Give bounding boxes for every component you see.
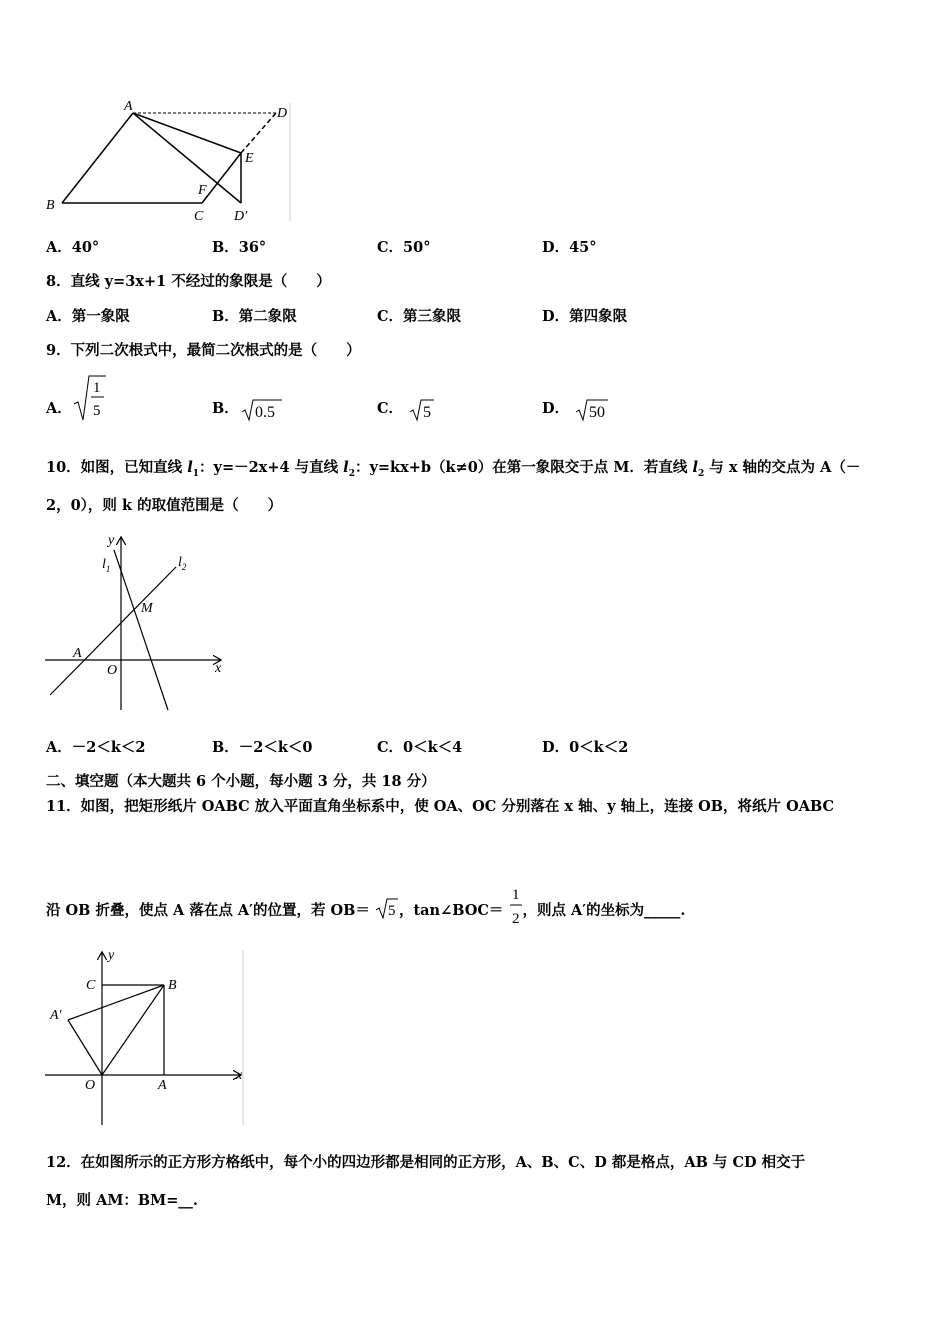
segment-ab [62, 113, 133, 203]
q9-option-b-formula [240, 398, 284, 422]
q8-option-c[interactable]: C．第三象限 [377, 308, 462, 325]
q9-option-c-formula [408, 398, 436, 422]
label-o: O [107, 663, 118, 678]
svg-text:5: 5 [423, 404, 431, 421]
segment-a-prime-b [68, 985, 164, 1020]
label-o: O [85, 1078, 96, 1093]
q7-option-a[interactable]: A．40° [46, 239, 100, 256]
q12-stem-line1: 12．在如图所示的正方形方格纸中，每个小的四边形都是相同的正方形，A、B、C、D 都是格点，AB 与 CD 相交于 [46, 1154, 806, 1171]
q8-option-b[interactable]: B．第二象限 [212, 308, 297, 325]
label-c: C [194, 209, 204, 224]
label-b: B [168, 978, 177, 993]
q11-fraction-half [509, 883, 523, 933]
label-y: y [108, 533, 115, 548]
label-a-prime: A′ [50, 1008, 62, 1023]
svg-text:50: 50 [589, 404, 605, 421]
segment-ed-dashed [241, 113, 276, 153]
label-d-prime: D′ [234, 209, 248, 224]
q7-option-b[interactable]: B．36° [212, 239, 267, 256]
label-y: y [108, 948, 115, 963]
label-e: E [245, 151, 254, 166]
label-c: C [86, 978, 96, 993]
q11-figure [40, 945, 246, 1127]
q7-option-d[interactable]: D．45° [542, 239, 597, 256]
segment-ad-prime [133, 113, 241, 203]
label-x: x [236, 1068, 243, 1083]
q10-option-b[interactable]: B．－2＜k＜0 [212, 739, 313, 756]
svg-text:2: 2 [511, 911, 519, 927]
label-a: A [73, 646, 82, 661]
q9-option-d-label[interactable]: D． [542, 400, 570, 417]
segment-o-a-prime [68, 1020, 102, 1075]
q10-option-d[interactable]: D．0＜k＜2 [542, 739, 629, 756]
segment-ob [102, 985, 164, 1075]
q9-option-b-label[interactable]: B． [212, 400, 239, 417]
svg-text:0.5: 0.5 [255, 404, 275, 421]
q8-stem: 8．直线 y=3x+1 不经过的象限是（ ） [46, 273, 331, 290]
q8-option-d[interactable]: D．第四象限 [542, 308, 628, 325]
q10-stem-line2: 2，0），则 k 的取值范围是（ ） [46, 497, 283, 514]
q11-stem-line1: 11．如图，把矩形纸片 OABC 放入平面直角坐标系中，使 OA、OC 分别落在 x 轴、y 轴上，连接 OB，将纸片 OABC [46, 798, 835, 815]
q7-option-c[interactable]: C．50° [377, 239, 431, 256]
label-a: A [124, 99, 133, 114]
q10-figure [40, 530, 235, 715]
q8-option-a[interactable]: A．第一象限 [46, 308, 130, 325]
svg-text:5: 5 [387, 903, 396, 919]
q10-stem-line1: 10．如图，已知直线 $l_1$：y=－2x+4 与直线 $l_2$：y=kx+b（k≠0）在第一象限交于点 M．若直线 $l_2$ 与 x 轴的交点为 A（－ [46, 459, 861, 479]
q10-option-c[interactable]: C．0＜k＜4 [377, 739, 463, 756]
label-l1: $l_1$ [102, 557, 111, 574]
label-b: B [46, 198, 55, 213]
q12-stem-line2: M，则 AM：BM=__. [46, 1192, 198, 1209]
label-a: A [158, 1078, 167, 1093]
q9-option-a-label[interactable]: A． [46, 400, 72, 417]
q11-sqrt5 [375, 897, 399, 919]
label-l2: $l_2$ [178, 555, 187, 572]
svg-text:1: 1 [93, 380, 101, 396]
label-d: D [277, 106, 288, 121]
svg-text:1: 1 [511, 887, 519, 903]
segment-ce [202, 153, 241, 203]
svg-text:5: 5 [93, 403, 101, 419]
label-x: x [215, 661, 222, 676]
label-f: F [198, 183, 207, 198]
q7-figure [40, 95, 300, 227]
q9-stem: 9．下列二次根式中，最简二次根式的是（ ） [46, 342, 361, 359]
segment-ae [133, 113, 241, 153]
q10-option-a[interactable]: A．－2＜k＜2 [46, 739, 146, 756]
q9-option-a-formula [72, 372, 108, 424]
q9-option-d-formula [574, 398, 610, 422]
line-l1 [114, 550, 168, 710]
q9-option-c-label[interactable]: C． [377, 400, 404, 417]
section-2-heading: 二、填空题（本大题共 6 个小题，每小题 3 分，共 18 分） [46, 773, 436, 790]
q11-stem-line2: 沿 OB 折叠，使点 A 落在点 A′的位置，若 OB＝ 5 ，tan∠BOC＝ 1 2 ，则点 A′的坐标为_____. [46, 883, 685, 933]
label-m: M [141, 601, 153, 616]
